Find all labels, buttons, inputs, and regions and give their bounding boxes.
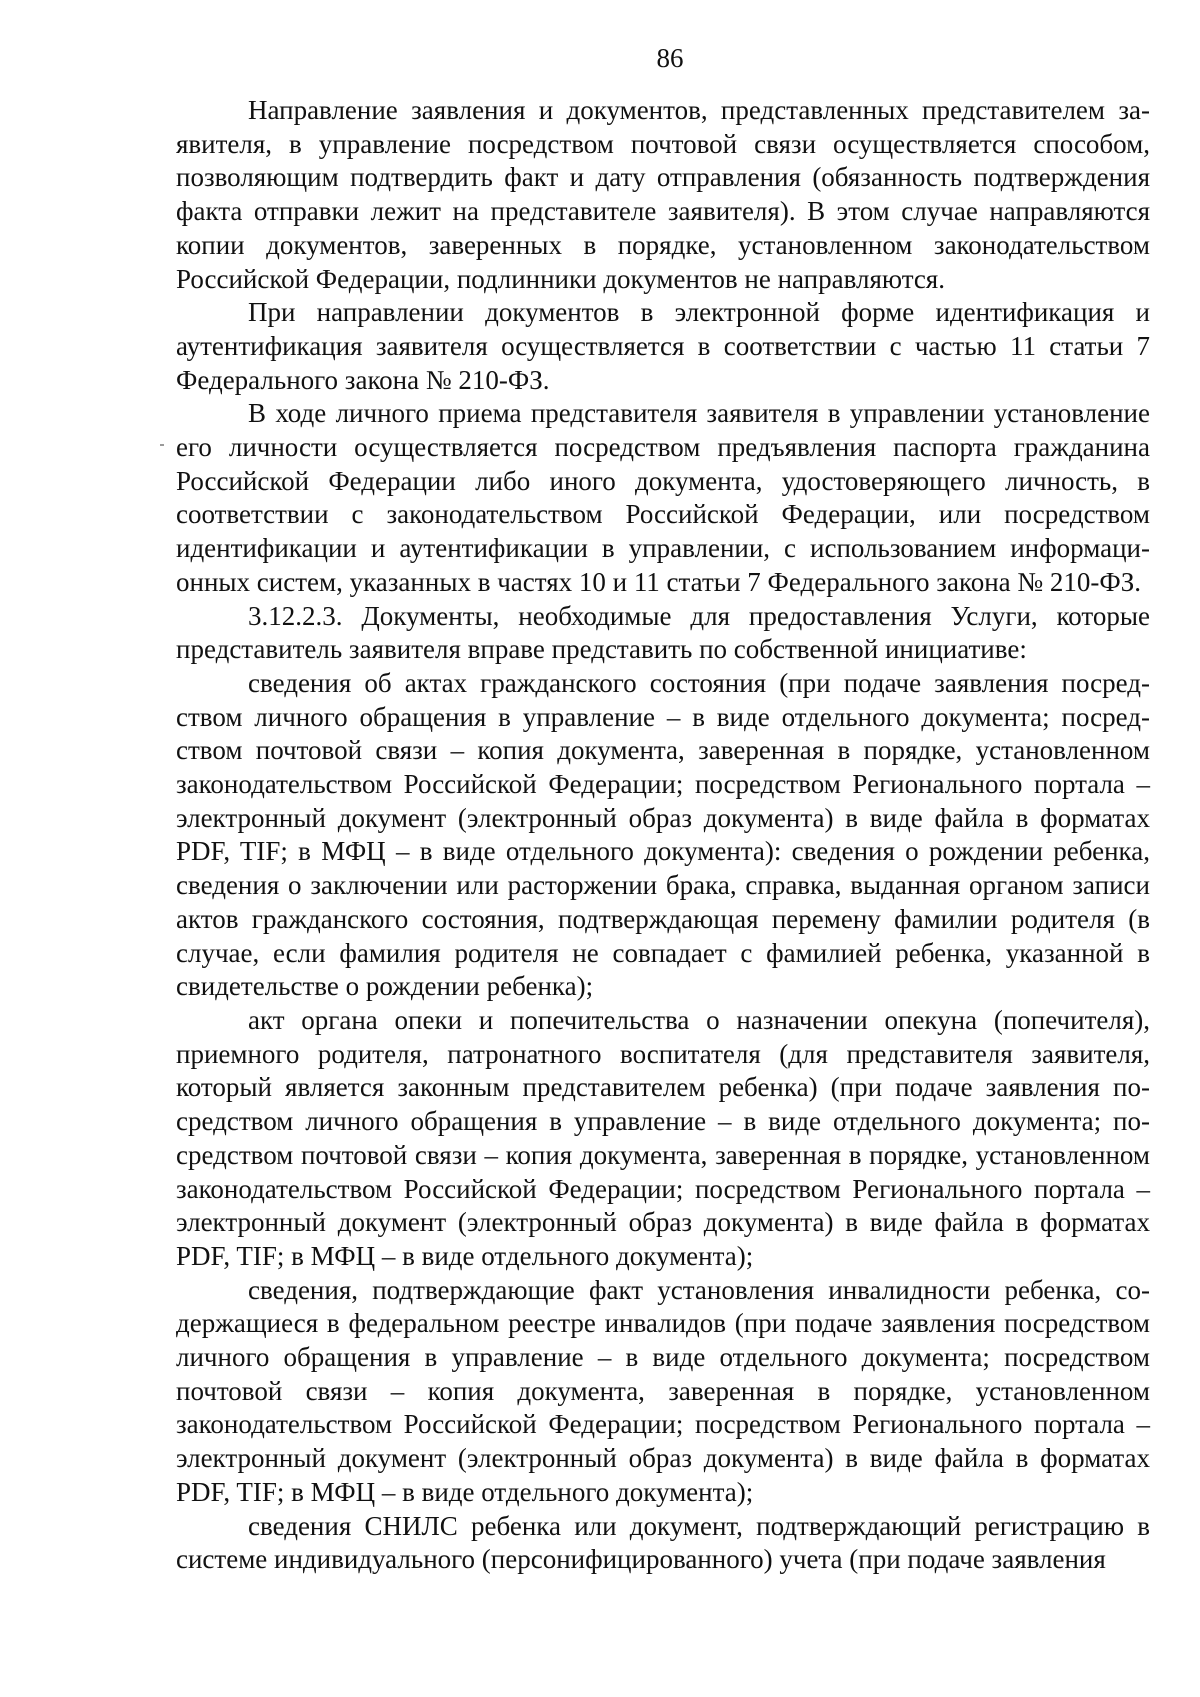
paragraph-disability-records: сведения, подтверждающие факт установления инвалидности ребенка, содержащиеся в федеральном реестре инвалидов (при подаче заявления посредством личного обращения в управление – в виде отдельного документа; посредством почтовой связи – копия документа, заверенная в порядке, установленном законодательством Российской Федерации; посредством Регионального портала – электронный документ (электронный образ документа) в виде файла в форматах PDF, TIF; в МФЦ – в виде отдельного документа); xyxy=(176,1274,1150,1507)
paragraph-section-3-12-2-3: 3.12.2.3. Документы, необходимые для предоставления Услуги, которые представитель заявителя вправе представить по собственной инициативе: xyxy=(176,600,1150,665)
paragraph-personal-reception: В ходе личного приема представителя заявителя в управлении установление его личности осуществляется посредством предъявления паспорта гражданина Российской Федерации либо иного документа, удостоверяющего личность, в соответствии с законодательством Российской Федерации, или посредством идентификации и аутентификации в управлении, с использованием информационных систем, указанных в частях 10 и 11 статьи 7 Федерального закона № 210-ФЗ. xyxy=(176,398,1150,597)
paragraph-postal-submission: Направление заявления и документов, представленных представителем заявителя, в управление посредством почтовой связи осуществляется способом, позволяющим подтвердить факт и дату отправления (обязанность подтверждения факта отправки лежит на представителе заявителя). В этом случае направляются копии документов, заверенных в порядке, установленном законодательством Российской Федерации, подлинники документов не направляются. xyxy=(176,95,1150,294)
paragraph-guardianship-act: акт органа опеки и попечительства о назначении опекуна (попечителя), приемного родителя, патронатного воспитателя (для представителя заявителя, который является законным представителем ребенка) (при подаче заявления посредством личного обращения в управление – в виде отдельного документа; посредством почтовой связи – копия документа, заверенная в порядке, установленном законодательством Российской Федерации; посредством Регионального портала – электронный документ (электронный образ документа) в виде файла в форматах PDF, TIF; в МФЦ – в виде отдельного документа); xyxy=(176,1004,1150,1271)
document-body xyxy=(176,94,1150,1577)
scan-mark xyxy=(160,444,164,446)
page-number: 86 xyxy=(656,43,684,73)
paragraph-snils: сведения СНИЛС ребенка или документ, подтверждающий регистрацию в системе индивидуального (персонифицированного) учета (при подаче заявления xyxy=(176,1510,1150,1575)
paragraph-civil-status-records: сведения об актах гражданского состояния (при подаче заявления посредством личного обращения в управление – в виде отдельного документа; посредством почтовой связи – копия документа, заверенная в порядке, установленном законодательством Российской Федерации; посредством Регионального портала – электронный документ (электронный образ документа) в виде файла в форматах PDF, TIF; в МФЦ – в виде отдельного документа): сведения о рождении ребенка, сведения о заключении или расторжении брака, справка, выданная органом записи актов гражданского состояния, подтверждающая перемену фамилии родителя (в случае, если фамилия родителя не совпадает с фамилией ребенка, указанной в свидетельстве о рождении ребенка); xyxy=(176,667,1150,1002)
paragraph-electronic-identification: При направлении документов в электронной форме идентификация и аутентификация заявителя осуществляется в соответствии с частью 11 статьи 7 Федерального закона № 210-ФЗ. xyxy=(176,297,1150,395)
